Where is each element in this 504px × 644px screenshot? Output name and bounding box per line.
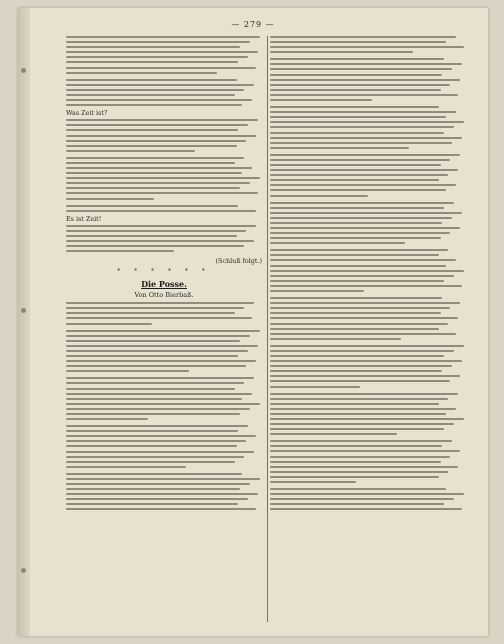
text-line bbox=[270, 189, 446, 191]
text-line bbox=[270, 328, 439, 330]
text-line bbox=[270, 481, 356, 483]
text-line bbox=[270, 413, 446, 415]
text-line bbox=[270, 498, 454, 500]
text-line bbox=[66, 94, 235, 96]
text-line bbox=[66, 393, 252, 395]
text-line bbox=[270, 398, 448, 400]
text-line bbox=[270, 174, 448, 176]
text-line bbox=[66, 36, 260, 38]
text-line bbox=[66, 425, 248, 427]
text-line bbox=[66, 61, 238, 63]
text-phrase: Was Zeit ist? bbox=[66, 109, 108, 118]
text-line bbox=[270, 503, 444, 505]
text-line bbox=[270, 312, 441, 314]
text-line bbox=[270, 207, 444, 209]
text-line bbox=[270, 254, 439, 256]
text-line bbox=[66, 150, 195, 152]
text-line bbox=[66, 360, 256, 362]
text-line bbox=[270, 227, 460, 229]
text-line bbox=[270, 184, 456, 186]
text-line bbox=[270, 370, 442, 372]
text-line bbox=[66, 245, 244, 247]
text-line bbox=[270, 164, 441, 166]
text-line bbox=[270, 116, 446, 118]
text-line bbox=[270, 265, 446, 267]
text-line bbox=[270, 179, 439, 181]
text-line bbox=[270, 418, 464, 420]
text-phrase: Es ist Zeit! bbox=[66, 214, 102, 223]
text-line bbox=[270, 249, 448, 251]
text-line bbox=[66, 307, 244, 309]
text-line bbox=[270, 195, 368, 197]
binding-hole bbox=[21, 568, 26, 573]
text-line bbox=[66, 473, 242, 475]
text-line bbox=[66, 350, 248, 352]
text-line bbox=[66, 240, 254, 242]
text-line bbox=[270, 94, 458, 96]
text-line bbox=[66, 187, 240, 189]
text-line bbox=[270, 323, 448, 325]
text-line bbox=[270, 456, 450, 458]
text-line bbox=[270, 423, 454, 425]
text-line bbox=[66, 182, 250, 184]
text-line bbox=[66, 340, 240, 342]
text-line bbox=[66, 435, 256, 437]
text-line bbox=[270, 466, 458, 468]
text-line bbox=[270, 338, 401, 340]
text-line bbox=[66, 440, 246, 442]
text-line bbox=[66, 198, 154, 200]
text-line bbox=[270, 285, 462, 287]
text-line bbox=[270, 290, 364, 292]
text-line bbox=[270, 68, 452, 70]
text-line bbox=[66, 408, 250, 410]
text-line bbox=[66, 119, 258, 121]
text-line bbox=[270, 36, 456, 38]
text-line bbox=[270, 476, 439, 478]
text-line bbox=[270, 428, 444, 430]
text-line bbox=[66, 51, 258, 53]
text-line bbox=[66, 104, 242, 106]
text-line bbox=[270, 41, 446, 43]
text-line bbox=[270, 297, 442, 299]
text-line bbox=[66, 192, 258, 194]
text-line bbox=[270, 202, 454, 204]
text-line bbox=[66, 89, 244, 91]
text-line bbox=[66, 312, 235, 314]
text-line bbox=[66, 330, 260, 332]
right-column bbox=[270, 36, 466, 624]
text-line bbox=[270, 222, 442, 224]
text-line bbox=[66, 503, 238, 505]
text-line bbox=[270, 403, 439, 405]
section-author: Von Otto Bierbaß. bbox=[134, 291, 194, 300]
text-line bbox=[66, 140, 246, 142]
text-line bbox=[270, 393, 458, 395]
text-line bbox=[66, 403, 260, 405]
text-line bbox=[66, 250, 174, 252]
ornament-divider: * * * * * * bbox=[117, 268, 211, 276]
text-line bbox=[66, 508, 256, 510]
text-line bbox=[270, 259, 456, 261]
text-line bbox=[270, 132, 444, 134]
text-line bbox=[66, 84, 254, 86]
text-line bbox=[66, 345, 258, 347]
text-line bbox=[270, 46, 464, 48]
text-line bbox=[270, 440, 452, 442]
text-line bbox=[66, 99, 252, 101]
text-line bbox=[270, 51, 413, 53]
text-line bbox=[270, 493, 464, 495]
text-line bbox=[270, 386, 360, 388]
text-line bbox=[66, 205, 238, 207]
text-line bbox=[66, 135, 256, 137]
text-line bbox=[66, 230, 246, 232]
text-line bbox=[66, 235, 237, 237]
text-line bbox=[66, 210, 256, 212]
text-line bbox=[66, 129, 238, 131]
text-line bbox=[66, 302, 254, 304]
text-line bbox=[270, 433, 397, 435]
text-line bbox=[270, 147, 409, 149]
text-line bbox=[270, 217, 452, 219]
text-line bbox=[270, 212, 462, 214]
text-line bbox=[270, 408, 456, 410]
text-line bbox=[66, 488, 240, 490]
text-line bbox=[66, 177, 260, 179]
text-line bbox=[66, 56, 248, 58]
continuation-note: (Schluß folgt.) bbox=[215, 257, 262, 266]
text-line bbox=[66, 498, 248, 500]
column-rule bbox=[267, 36, 268, 622]
text-line bbox=[270, 450, 460, 452]
text-line bbox=[270, 355, 444, 357]
text-line bbox=[66, 172, 242, 174]
text-line bbox=[66, 67, 256, 69]
text-line bbox=[270, 365, 452, 367]
text-line bbox=[66, 456, 244, 458]
text-line bbox=[270, 345, 464, 347]
text-line bbox=[66, 46, 240, 48]
text-line bbox=[66, 162, 235, 164]
text-line bbox=[66, 413, 240, 415]
text-line bbox=[270, 488, 446, 490]
text-line bbox=[270, 461, 441, 463]
text-line bbox=[66, 145, 237, 147]
text-line bbox=[66, 377, 254, 379]
text-line bbox=[270, 142, 452, 144]
text-line bbox=[66, 398, 242, 400]
text-line bbox=[270, 232, 450, 234]
text-line bbox=[270, 380, 450, 382]
text-line bbox=[270, 63, 462, 65]
text-line bbox=[270, 169, 458, 171]
text-line bbox=[270, 237, 441, 239]
text-line bbox=[270, 106, 439, 108]
text-line bbox=[270, 270, 464, 272]
text-line bbox=[270, 154, 460, 156]
text-line bbox=[270, 99, 372, 101]
text-line bbox=[66, 355, 238, 357]
text-line bbox=[270, 375, 460, 377]
text-line bbox=[270, 508, 462, 510]
binding-strip bbox=[18, 8, 30, 636]
text-line bbox=[270, 302, 460, 304]
text-line bbox=[270, 317, 458, 319]
text-line bbox=[66, 225, 256, 227]
text-line bbox=[270, 137, 462, 139]
text-line bbox=[66, 323, 152, 325]
text-line bbox=[270, 121, 464, 123]
text-line bbox=[270, 74, 442, 76]
text-line bbox=[66, 493, 258, 495]
text-line bbox=[66, 317, 252, 319]
text-line bbox=[270, 89, 441, 91]
binding-hole bbox=[21, 68, 26, 73]
text-line bbox=[66, 157, 244, 159]
text-line bbox=[66, 41, 250, 43]
text-line bbox=[270, 242, 405, 244]
text-line bbox=[270, 275, 454, 277]
text-line bbox=[66, 79, 237, 81]
text-line bbox=[66, 335, 250, 337]
text-line bbox=[66, 167, 252, 169]
text-line bbox=[270, 280, 444, 282]
text-line bbox=[66, 370, 189, 372]
text-line bbox=[270, 471, 448, 473]
text-line bbox=[66, 461, 235, 463]
text-line bbox=[66, 451, 254, 453]
text-line bbox=[270, 307, 450, 309]
text-line bbox=[66, 388, 235, 390]
text-line bbox=[66, 72, 217, 74]
text-line bbox=[66, 445, 237, 447]
text-line bbox=[270, 350, 454, 352]
text-line bbox=[270, 84, 450, 86]
text-line bbox=[270, 111, 456, 113]
text-line bbox=[66, 430, 238, 432]
text-line bbox=[270, 58, 444, 60]
text-line bbox=[270, 126, 454, 128]
text-line bbox=[66, 382, 244, 384]
text-line bbox=[270, 159, 450, 161]
section-title: Die Posse. bbox=[141, 279, 187, 290]
text-line bbox=[66, 478, 260, 480]
left-column bbox=[66, 36, 262, 624]
text-line bbox=[66, 124, 248, 126]
text-line bbox=[66, 418, 148, 420]
text-line bbox=[270, 79, 460, 81]
text-line bbox=[66, 365, 246, 367]
page-number: — 279 — bbox=[231, 20, 275, 29]
text-line bbox=[270, 333, 456, 335]
newspaper-page bbox=[18, 8, 488, 636]
binding-hole bbox=[21, 308, 26, 313]
text-line bbox=[66, 483, 250, 485]
text-line bbox=[270, 360, 462, 362]
text-line bbox=[66, 466, 186, 468]
text-line bbox=[270, 445, 442, 447]
